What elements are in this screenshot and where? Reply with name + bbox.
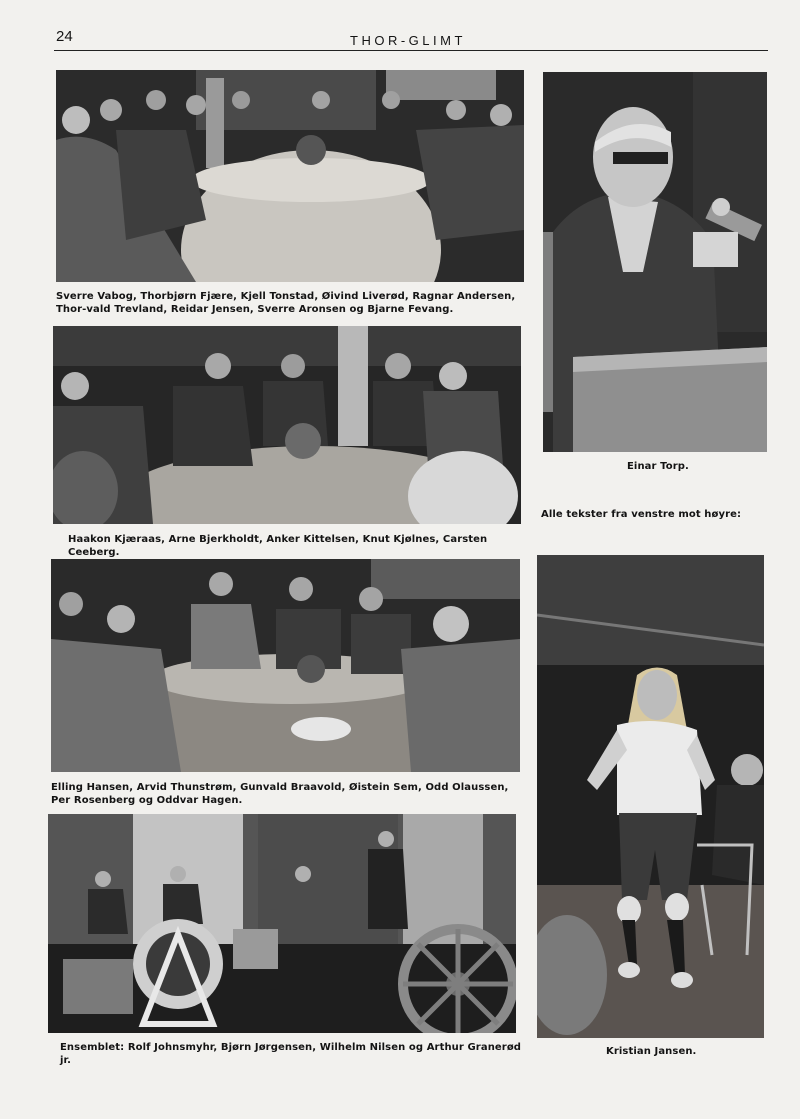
photo-speaker-caption: Einar Torp. — [627, 461, 689, 472]
photo-dancer — [537, 555, 764, 1038]
photo-banquet-table-2 — [53, 326, 521, 524]
photo-banquet-table-1 — [56, 70, 524, 282]
photo-dancer-caption: Kristian Jansen. — [606, 1046, 697, 1057]
photo-banquet-table-3 — [51, 559, 520, 772]
captions-note: Alle tekster fra venstre mot høyre: — [541, 509, 742, 520]
magazine-title: THOR-GLIMT — [350, 33, 466, 48]
page-number: 24 — [56, 28, 73, 45]
photo-ensemble — [48, 814, 516, 1033]
photo-3-caption: Elling Hansen, Arvid Thunstrøm, Gunvald Braavold, Øistein Sem, Odd Olaussen, Per Rosenberg og Oddvar Hagen. — [51, 782, 509, 806]
page-header — [0, 0, 800, 60]
photo-1-caption: Sverre Vabog, Thorbjørn Fjære, Kjell Tonstad, Øivind Liverød, Ragnar Andersen, Thor-vald Trevland, Reidar Jensen, Sverre Aronsen og Bjarne Fevang. — [56, 291, 516, 315]
header-rule — [54, 50, 768, 51]
photo-speaker — [543, 72, 767, 452]
photo-4-caption: Ensemblet: Rolf Johnsmyhr, Bjørn Jørgensen, Wilhelm Nilsen og Arthur Granerød jr. — [60, 1042, 522, 1066]
photo-2-caption: Haakon Kjæraas, Arne Bjerkholdt, Anker Kittelsen, Knut Kjølnes, Carsten Ceeberg. — [68, 534, 488, 558]
